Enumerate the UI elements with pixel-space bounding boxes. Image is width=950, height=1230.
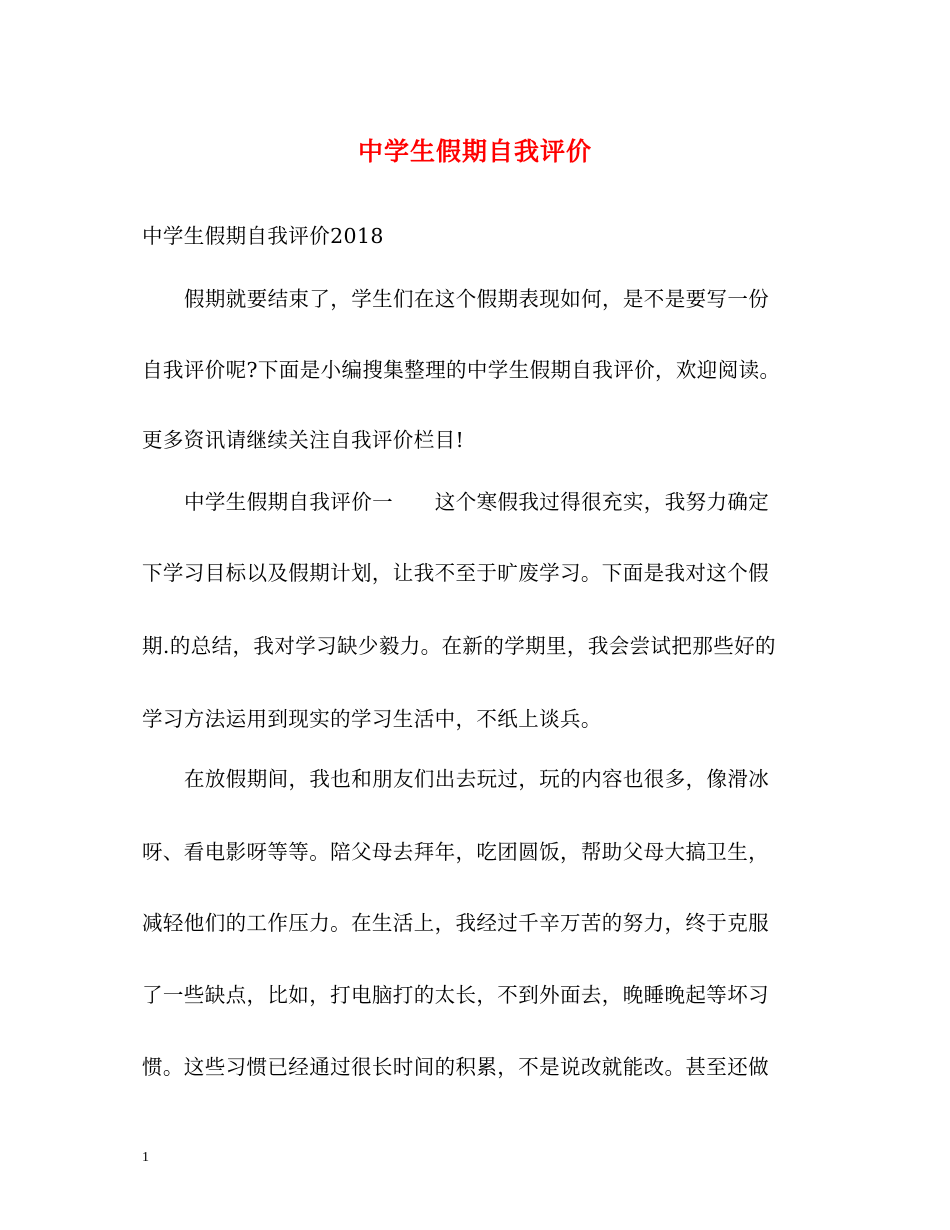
- body-line: 假期就要结束了，学生们在这个假期表现如何，是不是要写一份: [184, 287, 770, 311]
- page-number: 1: [142, 1150, 149, 1165]
- body-line: 期.的总结，我对学习缺少毅力。在新的学期里，我会尝试把那些好的: [142, 634, 776, 658]
- body-line: 了一些缺点，比如，打电脑打的太长，不到外面去，晚睡晚起等坏习: [142, 983, 769, 1007]
- body-line: 减轻他们的工作压力。在生活上，我经过千辛万苦的努力，终于克服: [142, 911, 769, 935]
- body-line: 学习方法运用到现实的学习生活中，不纸上谈兵。: [142, 707, 602, 731]
- body-line: 呀、看电影呀等等。陪父母去拜年，吃团圆饭，帮助父母大搞卫生，: [142, 840, 769, 864]
- body-line: 中学生假期自我评价一 这个寒假我过得很充实，我努力确定: [184, 490, 770, 514]
- body-line: 自我评价呢?下面是小编搜集整理的中学生假期自我评价，欢迎阅读。: [142, 358, 781, 382]
- body-line: 惯。这些习惯已经通过很长时间的积累，不是说改就能改。甚至还做: [142, 1055, 769, 1079]
- body-line: 在放假期间，我也和朋友们出去玩过，玩的内容也很多，像滑冰: [184, 767, 770, 791]
- body-line: 更多资讯请继续关注自我评价栏目!: [142, 428, 465, 452]
- document-title: 中学生假期自我评价: [357, 137, 592, 166]
- subtitle-line: 中学生假期自我评价2018: [142, 224, 384, 248]
- body-line: 下学习目标以及假期计划，让我不至于旷废学习。下面是我对这个假: [142, 561, 769, 585]
